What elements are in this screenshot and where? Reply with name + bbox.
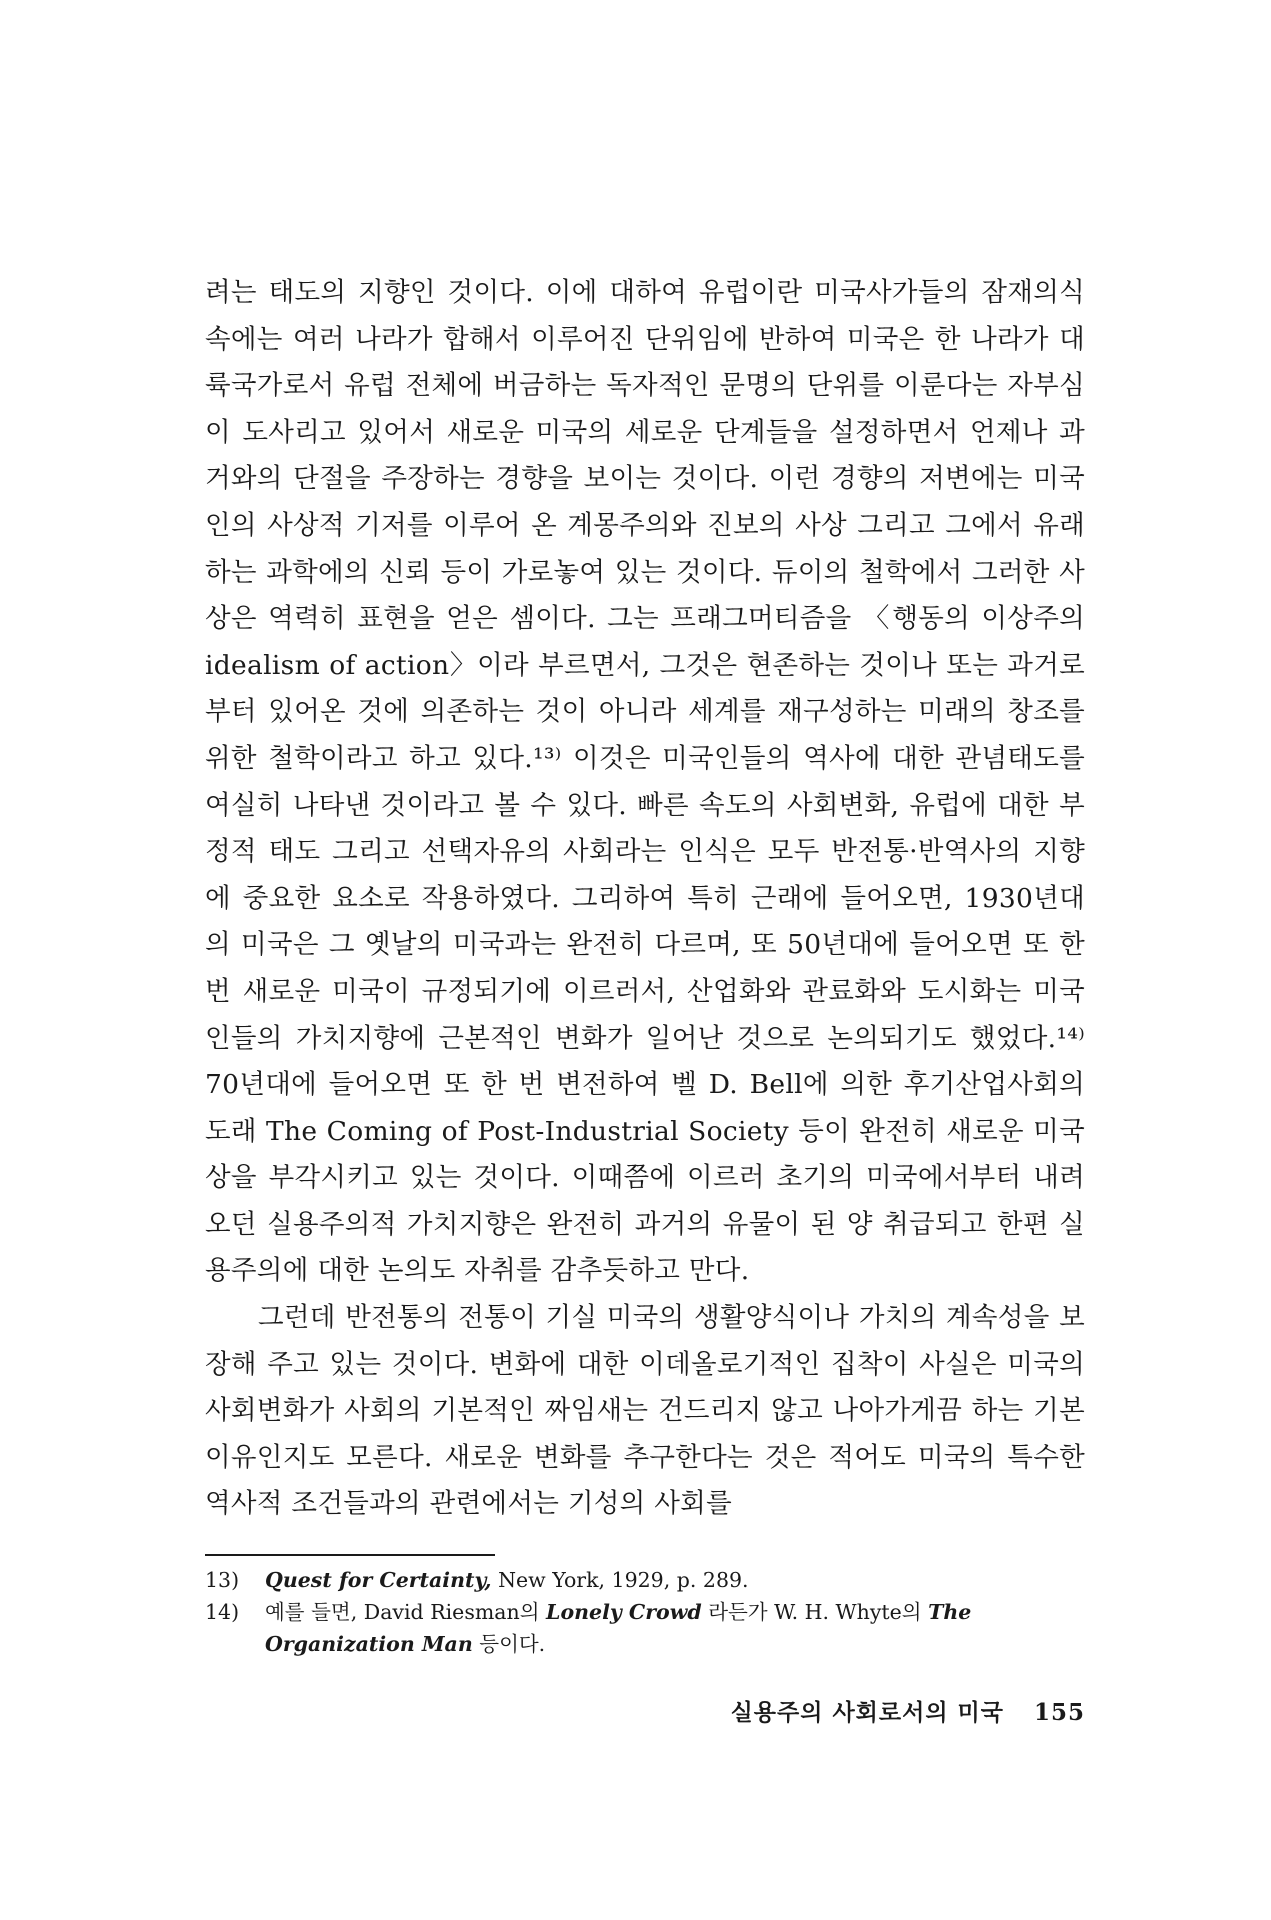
running-title: 실용주의 사회로서의 미국 — [730, 1699, 1004, 1727]
paragraph-2: 그런데 반전통의 전통이 기실 미국의 생활양식이나 가치의 계속성을 보장해 주고 있는 것이다. 변화에 대한 이데올로기적인 집착이 사실은 미국의 사회변화가 사회의 기본적인 짜임새는 건드리지 않고 나아가게끔 하는 기본이유인지도 모른다. 새로운 변화를 추구한다는 것은 적어도 미국의 특수한 역사적 조건들과의 관련에서는 기성의 사회를 — [205, 1302, 1085, 1520]
footnote-13 — [205, 1564, 1085, 1596]
footnote-text: 등이다. — [472, 1632, 546, 1657]
book-page — [205, 270, 1085, 1727]
page-number: 155 — [1033, 1699, 1085, 1727]
footnote-mark: 13) — [205, 1568, 240, 1593]
footnote-divider — [205, 1554, 495, 1556]
footnote-title: The Organization Man — [265, 1600, 972, 1657]
footnote-title: Quest for Certainty, — [265, 1568, 492, 1593]
footnotes — [205, 1564, 1085, 1660]
footnote-14 — [205, 1596, 1085, 1660]
footnote-mark: 14) — [205, 1600, 240, 1625]
footnote-title: Lonely Crowd — [546, 1600, 702, 1625]
footnote-text: 라든가 W. H. Whyte의 — [701, 1600, 929, 1625]
paragraph-1: 려는 태도의 지향인 것이다. 이에 대하여 유럽이란 미국사가들의 잠재의식 속에는 여러 나라가 합해서 이루어진 단위임에 반하여 미국은 한 나라가 대륙국가로서 유럽 전체에 버금하는 독자적인 문명의 단위를 이룬다는 자부심이 도사리고 있어서 새로운 미국의 세로운 단계들을 설정하면서 언제나 과거와의 단절을 주장하는 경향을 보이는 것이다. 이런 경향의 저변에는 미국인의 사상적 기저를 이루어 온 계몽주의와 진보의 사상 그리고 그에서 유래하는 과학에의 신뢰 등이 가로놓여 있는 것이다. 듀이의 철학에서 그러한 사상은 역력히 표현을 얻은 셈이다. 그는 프래그머티즘을 〈행동의 이상주의 idealism of action〉이라 부르면서, 그것은 현존하는 것이나 또는 과거로부터 있어온 것에 의존하는 것이 아니라 세계를 재구성하는 미래의 창조를 위한 철학이라고 하고 있다.¹³⁾ 이것은 미국인들의 역사에 대한 관념태도를 여실히 나타낸 것이라고 볼 수 있다. 빠른 속도의 사회변화, 유럽에 대한 부정적 태도 그리고 선택자유의 사회라는 인식은 모두 반전통·반역사의 지향에 중요한 요소로 작용하였다. 그리하여 특히 근래에 들어오면, 1930년대의 미국은 그 옛날의 미국과는 완전히 다르며, 또 50년대에 들어오면 또 한 번 새로운 미국이 규정되기에 이르러서, 산업화와 관료화와 도시화는 미국인들의 가치지향에 근본적인 변화가 일어난 것으로 논의되기도 했었다.¹⁴⁾ 70년대에 들어오면 또 한 번 변전하여 벨 D. Bell에 의한 후기산업사회의 도래 The Coming of Post-Industrial Society 등이 완전히 새로운 미국상을 부각시키고 있는 것이다. 이때쯤에 이르러 초기의 미국에서부터 내려오던 실용주의적 가치지향은 완전히 과거의 유물이 된 양 취급되고 한편 실용주의에 대한 논의도 자취를 감추듯하고 만다. — [205, 277, 1085, 1287]
footnote-text: New York, 1929, p. 289. — [491, 1568, 749, 1593]
body-text — [205, 270, 1085, 1528]
running-footer — [205, 1694, 1085, 1727]
footnote-text: 예를 들면, David Riesman의 — [265, 1600, 547, 1625]
